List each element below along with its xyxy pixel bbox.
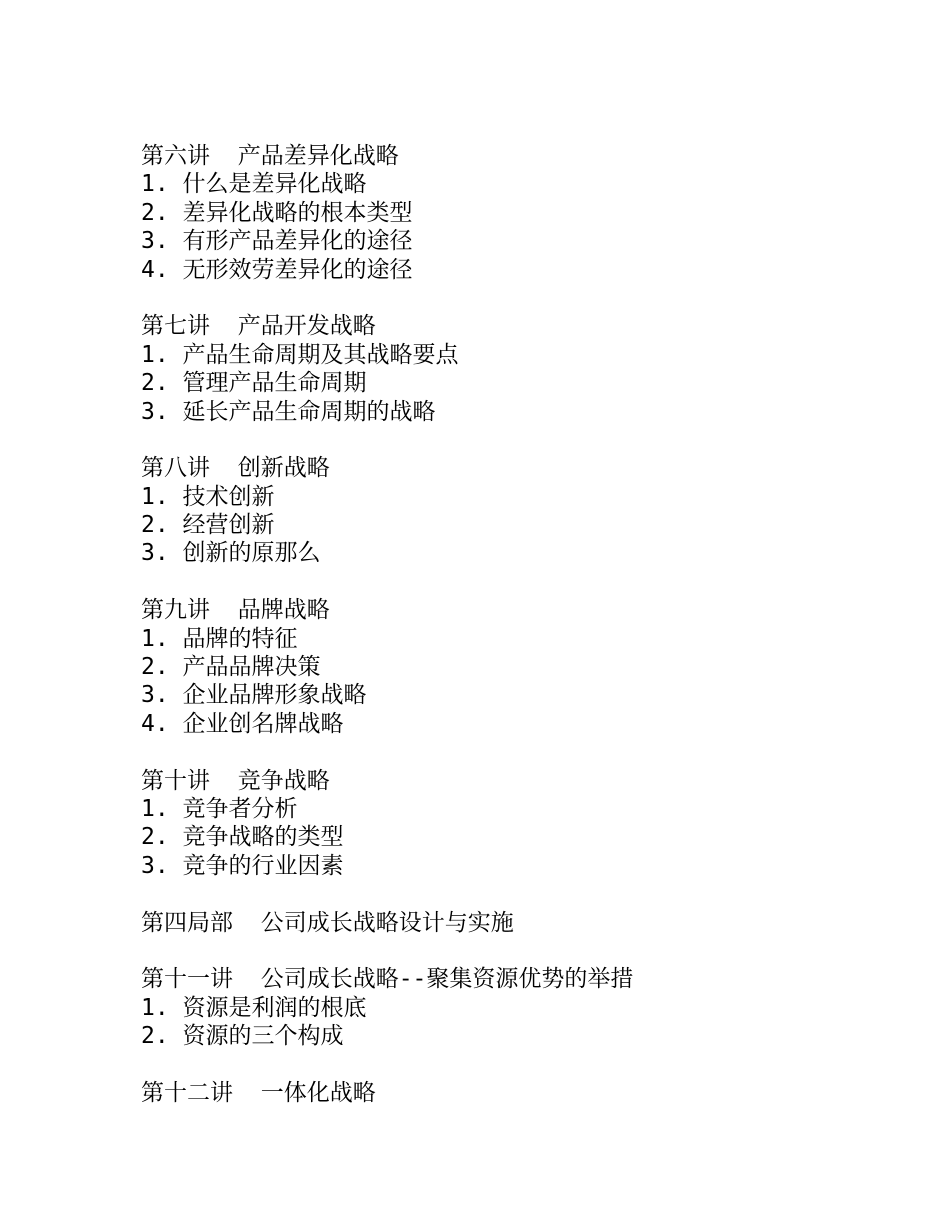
section-lecture-8 <box>141 454 921 568</box>
list-item: 1. 竞争者分析 <box>141 795 298 822</box>
list-item: 1. 什么是差异化战略 <box>141 171 367 198</box>
list-item: 4. 无形效劳差异化的途径 <box>141 256 413 283</box>
section-heading: 第十二讲 一体化战略 <box>141 1079 376 1106</box>
section-heading: 第七讲 产品开发战略 <box>141 313 376 340</box>
list-item: 4. 企业创名牌战略 <box>141 710 344 737</box>
part-heading: 第四局部 公司成长战略设计与实施 <box>141 909 514 936</box>
list-item: 1. 品牌的特征 <box>141 625 298 652</box>
section-lecture-6 <box>141 142 921 284</box>
list-item: 3. 延长产品生命周期的战略 <box>141 398 436 425</box>
section-heading: 第十一讲 公司成长战略--聚集资源优势的举措 <box>141 966 634 993</box>
list-item: 1. 资源是利润的根底 <box>141 994 367 1021</box>
document-body <box>141 142 921 1107</box>
section-heading: 第八讲 创新战略 <box>141 455 330 482</box>
section-lecture-12 <box>141 1079 921 1107</box>
section-lecture-7 <box>141 312 921 426</box>
section-heading: 第六讲 产品差异化战略 <box>141 143 399 169</box>
list-item: 2. 差异化战略的根本类型 <box>141 199 413 226</box>
paragraph-gap <box>141 880 921 908</box>
paragraph-gap <box>141 284 921 312</box>
list-item: 2. 管理产品生命周期 <box>141 370 367 397</box>
section-heading: 第九讲 品牌战略 <box>141 597 330 624</box>
list-item: 1. 技术创新 <box>141 483 275 510</box>
list-item: 2. 资源的三个构成 <box>141 1023 344 1050</box>
paragraph-gap <box>141 1051 921 1079</box>
list-item: 3. 竞争的行业因素 <box>141 852 344 879</box>
section-lecture-11 <box>141 965 921 1050</box>
list-item: 2. 经营创新 <box>141 512 275 539</box>
paragraph-gap <box>141 738 921 766</box>
list-item: 3. 有形产品差异化的途径 <box>141 228 413 255</box>
list-item: 2. 产品品牌决策 <box>141 654 321 681</box>
section-lecture-10 <box>141 767 921 881</box>
paragraph-gap <box>141 568 921 596</box>
list-item: 3. 创新的原那么 <box>141 540 321 567</box>
list-item: 2. 竞争战略的类型 <box>141 824 344 851</box>
section-part-4 <box>141 909 921 937</box>
list-item: 1. 产品生命周期及其战略要点 <box>141 341 459 368</box>
paragraph-gap <box>141 937 921 965</box>
section-heading: 第十讲 竞争战略 <box>141 767 330 794</box>
list-item: 3. 企业品牌形象战略 <box>141 682 367 709</box>
paragraph-gap <box>141 426 921 454</box>
section-lecture-9 <box>141 596 921 738</box>
